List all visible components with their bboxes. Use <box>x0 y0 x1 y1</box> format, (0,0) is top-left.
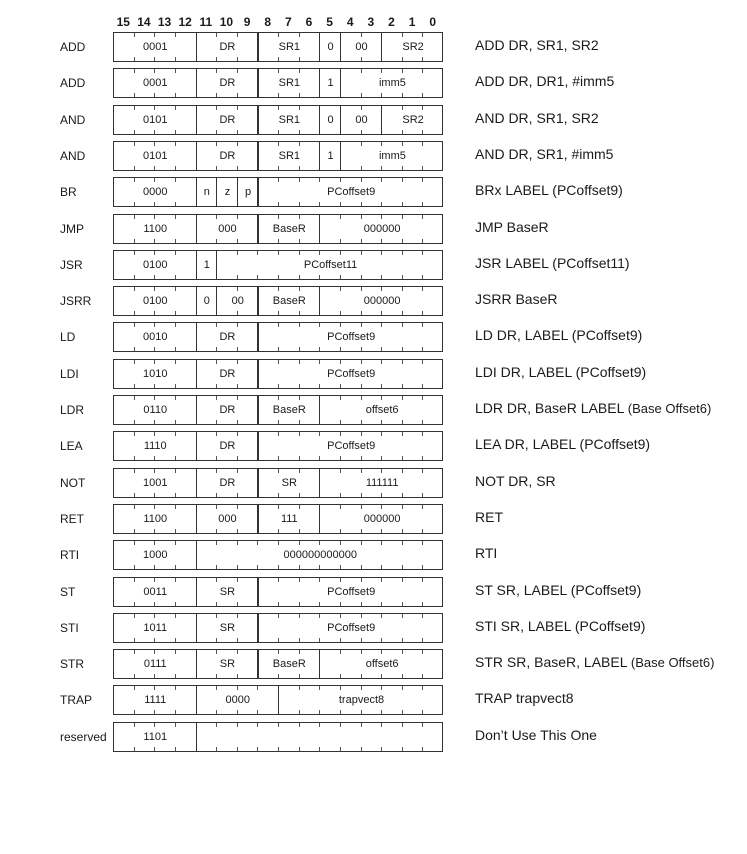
field-1110: 1110 <box>143 440 167 453</box>
field-00: 00 <box>355 113 368 126</box>
encoding-box <box>113 613 443 643</box>
field-0011: 0011 <box>143 585 168 598</box>
field-dr: DR <box>219 440 236 453</box>
encoding-box <box>113 431 443 461</box>
syntax-text: TRAP trapvect8 <box>475 690 574 707</box>
syntax-text: STR SR, BaseR, LABEL <box>475 654 631 671</box>
assembly-syntax <box>475 577 641 607</box>
instruction-row-rti <box>0 540 747 570</box>
field-offset6: offset6 <box>365 404 399 416</box>
assembly-syntax <box>475 613 645 643</box>
field-trapvect8: trapvect8 <box>338 694 385 707</box>
field-000000: 000000 <box>363 295 401 308</box>
field-1011: 1011 <box>143 621 168 634</box>
field-0110: 0110 <box>143 404 168 416</box>
field-0000: 0000 <box>143 186 168 199</box>
instruction-row-ret <box>0 504 747 534</box>
assembly-syntax <box>475 431 650 461</box>
syntax-text: LD DR, LABEL (PCoffset9) <box>475 327 643 344</box>
field-1101: 1101 <box>143 730 168 743</box>
bit-number-7: 7 <box>284 15 292 29</box>
mnemonic-label: JSRR <box>60 294 92 309</box>
field-00: 00 <box>355 41 368 53</box>
bit-number-1: 1 <box>408 15 416 29</box>
field-0101: 0101 <box>143 149 168 162</box>
field-dr: DR <box>219 77 236 90</box>
field-dr: DR <box>219 113 236 126</box>
bit-number-6: 6 <box>305 15 313 29</box>
encoding-box <box>113 649 443 679</box>
encoding-box <box>113 105 443 135</box>
field-sr1: SR1 <box>278 77 301 90</box>
assembly-syntax <box>475 250 630 280</box>
field-sr1: SR1 <box>278 149 301 162</box>
syntax-text: JSRR BaseR <box>475 291 558 308</box>
field-1111: 1111 <box>144 694 167 707</box>
field-pcoffset9: PCoffset9 <box>327 367 376 380</box>
field-imm5: imm5 <box>378 149 406 162</box>
syntax-text: RET <box>475 508 503 525</box>
field-1100: 1100 <box>143 222 168 235</box>
bit-number-2: 2 <box>388 15 395 29</box>
assembly-syntax <box>475 32 599 62</box>
encoding-box <box>113 32 443 62</box>
encoding-box <box>113 359 443 389</box>
assembly-syntax <box>475 68 614 98</box>
field-offset6: offset6 <box>365 658 399 671</box>
assembly-syntax <box>475 359 646 389</box>
field-111111: 111111 <box>365 476 399 489</box>
field-00: 00 <box>231 295 244 308</box>
syntax-text: JMP BaseR <box>475 218 549 235</box>
assembly-syntax <box>475 468 556 498</box>
assembly-syntax <box>475 685 574 715</box>
field-0100: 0100 <box>143 258 168 271</box>
instruction-row-trap <box>0 685 747 715</box>
syntax-text: BRx LABEL (PCoffset9) <box>475 182 623 199</box>
syntax-text: STI SR, LABEL (PCoffset9) <box>475 617 646 634</box>
field-1: 1 <box>327 149 334 162</box>
instruction-row-jsr <box>0 250 747 280</box>
encoding-box <box>113 468 443 498</box>
assembly-syntax <box>475 286 557 316</box>
instruction-row-jmp <box>0 214 747 244</box>
field-z: z <box>224 186 231 199</box>
mnemonic-label: STR <box>60 657 84 672</box>
bit-number-12: 12 <box>178 15 192 29</box>
field-0001: 0001 <box>143 41 168 53</box>
assembly-syntax <box>475 540 497 570</box>
encoding-box <box>113 68 443 98</box>
bit-number-11: 11 <box>199 15 213 29</box>
bit-number-3: 3 <box>367 15 375 29</box>
syntax-note: (Base Offset6) <box>627 401 712 416</box>
syntax-text: JSR LABEL (PCoffset11) <box>475 254 630 271</box>
bit-number-8: 8 <box>264 15 272 29</box>
field-dr: DR <box>219 367 236 380</box>
field-sr1: SR1 <box>278 41 301 53</box>
field-empty <box>197 723 445 751</box>
field-0: 0 <box>327 113 334 126</box>
field-pcoffset9: PCoffset9 <box>327 186 376 199</box>
mnemonic-label: LD <box>60 330 76 345</box>
mnemonic-label: ADD <box>60 76 86 91</box>
field-pcoffset11: PCoffset11 <box>303 258 358 271</box>
syntax-text: LDI DR, LABEL (PCoffset9) <box>475 363 647 380</box>
encoding-box <box>113 685 443 715</box>
field-1100: 1100 <box>143 512 168 525</box>
encoding-box <box>113 540 443 570</box>
syntax-text: NOT DR, SR <box>475 472 556 489</box>
field-0111: 0111 <box>143 658 167 671</box>
encoding-box <box>113 322 443 352</box>
mnemonic-label: AND <box>60 148 86 163</box>
field-0001: 0001 <box>143 77 168 90</box>
field-000000: 000000 <box>363 512 401 525</box>
mnemonic-label: BR <box>60 185 77 200</box>
mnemonic-label: TRAP <box>60 693 93 708</box>
encoding-box <box>113 577 443 607</box>
mnemonic-label: STI <box>60 620 79 635</box>
mnemonic-label: LDI <box>60 366 79 381</box>
field-1001: 1001 <box>143 476 168 489</box>
syntax-text: LEA DR, LABEL (PCoffset9) <box>475 436 651 453</box>
mnemonic-label: ADD <box>60 40 86 54</box>
encoding-box <box>113 286 443 316</box>
assembly-syntax <box>475 649 714 679</box>
field-sr: SR <box>219 621 236 634</box>
field-000000000000: 000000000000 <box>283 549 357 562</box>
field-baser: BaseR <box>272 658 306 671</box>
mnemonic-label: JMP <box>60 221 84 236</box>
field-sr: SR <box>219 658 236 671</box>
field-pcoffset9: PCoffset9 <box>327 331 376 344</box>
syntax-text: ST SR, LABEL (PCoffset9) <box>475 581 642 598</box>
encoding-box <box>113 177 443 207</box>
instruction-row-and <box>0 141 747 171</box>
mnemonic-label: RET <box>60 511 84 526</box>
instruction-row-ldi <box>0 359 747 389</box>
field-sr: SR <box>281 476 297 489</box>
syntax-text: AND DR, SR1, SR2 <box>475 109 599 126</box>
assembly-syntax <box>475 177 623 207</box>
field-pcoffset9: PCoffset9 <box>327 585 376 598</box>
instruction-row-st <box>0 577 747 607</box>
field-dr: DR <box>219 331 236 344</box>
field-1000: 1000 <box>143 549 168 562</box>
field-dr: DR <box>219 404 236 416</box>
assembly-syntax <box>475 395 711 425</box>
field-n: n <box>203 186 210 199</box>
bit-number-0: 0 <box>429 15 437 29</box>
instruction-row-br <box>0 177 747 207</box>
field-baser: BaseR <box>272 295 306 308</box>
mnemonic-label: NOT <box>60 475 86 490</box>
instruction-row-jsrr <box>0 286 747 316</box>
assembly-syntax <box>475 504 503 534</box>
field-0: 0 <box>327 41 334 53</box>
field-0000: 0000 <box>225 694 250 707</box>
instruction-row-str <box>0 649 747 679</box>
instruction-row-add <box>0 68 747 98</box>
bit-number-4: 4 <box>346 15 354 29</box>
instruction-row-lea <box>0 431 747 461</box>
field-0010: 0010 <box>143 331 168 344</box>
bit-number-13: 13 <box>157 15 172 29</box>
assembly-syntax <box>475 105 599 135</box>
mnemonic-label: LDR <box>60 403 85 417</box>
field-imm5: imm5 <box>378 77 406 90</box>
syntax-note: (Base Offset6) <box>630 655 715 671</box>
mnemonic-label: RTI <box>60 548 80 563</box>
assembly-syntax <box>475 722 597 752</box>
field-000000: 000000 <box>363 222 401 235</box>
bit-number-14: 14 <box>137 15 151 29</box>
field-1: 1 <box>203 258 210 271</box>
syntax-text: RTI <box>475 545 498 562</box>
field-0: 0 <box>203 295 210 308</box>
field-111: 111 <box>280 512 298 525</box>
bit-number-5: 5 <box>326 15 333 29</box>
bit-number-10: 10 <box>219 15 234 29</box>
encoding-box <box>113 141 443 171</box>
instruction-row-and <box>0 105 747 135</box>
field-sr2: SR2 <box>402 41 424 53</box>
syntax-text: LDR DR, BaseR LABEL <box>475 400 628 416</box>
assembly-syntax <box>475 141 613 171</box>
assembly-syntax <box>475 322 642 352</box>
encoding-box <box>113 250 443 280</box>
field-pcoffset9: PCoffset9 <box>327 440 376 453</box>
syntax-text: ADD DR, SR1, SR2 <box>475 37 599 53</box>
instruction-row-add <box>0 32 747 62</box>
field-baser: BaseR <box>272 222 306 235</box>
field-1010: 1010 <box>143 367 168 380</box>
encoding-box <box>113 395 443 425</box>
mnemonic-label: LEA <box>60 439 83 454</box>
encoding-box <box>113 722 443 752</box>
field-pcoffset9: PCoffset9 <box>327 621 376 634</box>
field-000: 000 <box>218 512 237 525</box>
instruction-row-reserved <box>0 722 747 752</box>
field-dr: DR <box>219 476 236 489</box>
mnemonic-label: AND <box>60 112 86 127</box>
bit-number-15: 15 <box>116 15 130 29</box>
instruction-row-ld <box>0 322 747 352</box>
instruction-row-ldr <box>0 395 747 425</box>
field-sr2: SR2 <box>402 113 424 126</box>
field-0100: 0100 <box>143 295 168 308</box>
syntax-text: AND DR, SR1, #imm5 <box>475 145 614 162</box>
encoding-box <box>113 504 443 534</box>
mnemonic-label: ST <box>60 584 76 599</box>
field-1: 1 <box>327 77 334 90</box>
syntax-text: ADD DR, DR1, #imm5 <box>475 73 615 90</box>
field-sr: SR <box>219 585 236 598</box>
field-p: p <box>245 186 252 199</box>
field-sr1: SR1 <box>278 113 301 126</box>
field-dr: DR <box>219 41 236 53</box>
field-000: 000 <box>218 222 237 235</box>
encoding-box <box>113 214 443 244</box>
field-0101: 0101 <box>143 113 168 126</box>
field-dr: DR <box>219 149 236 162</box>
instruction-row-sti <box>0 613 747 643</box>
bit-number-9: 9 <box>243 15 251 29</box>
instruction-row-not <box>0 468 747 498</box>
assembly-syntax <box>475 214 549 244</box>
mnemonic-label: reserved <box>60 729 107 744</box>
syntax-text: Don’t Use This One <box>475 726 597 743</box>
mnemonic-label: JSR <box>60 257 83 272</box>
field-baser: BaseR <box>272 404 306 416</box>
